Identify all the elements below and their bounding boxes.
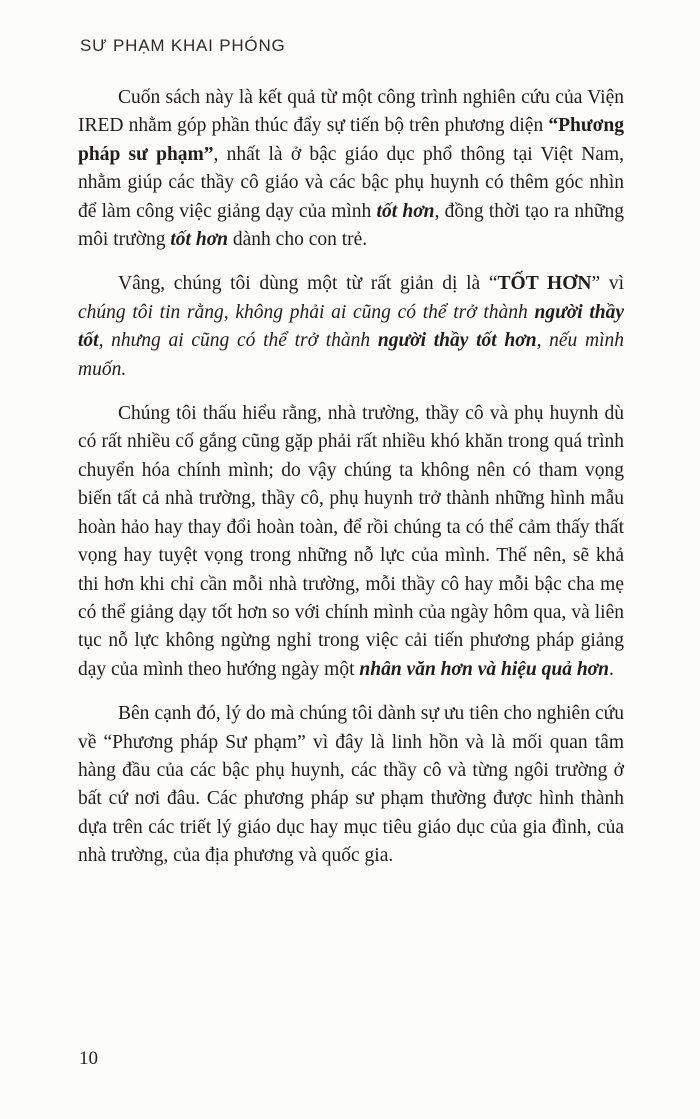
text-run: tốt hơn [170,229,229,251]
text-run: nhân văn hơn và hiệu quả hơn [359,658,609,680]
text-run: dành cho con trẻ. [228,229,368,251]
text-run: , nhất là ở bậc giáo dục phổ thông tại Việt Nam, nhằm giúp các thầy cô giáo và các bậc phụ huynh có thêm góc nhìn để làm công việc giảng dạy của mình [78,143,624,222]
text-run: người thầy tốt hơn [377,330,537,352]
paragraph-3 [78,400,624,684]
paragraph-4 [78,700,624,870]
running-header: SƯ PHẠM KHAI PHÓNG [80,36,286,55]
text-run: Cuốn sách này là kết quả từ một công trình nghiên cứu của Viện IRED nhằm góp phần thúc đẩy sự tiến bộ trên phương diện [78,87,624,137]
text-run: tốt hơn [376,200,435,222]
paragraph-2 [78,270,624,384]
text-run: ” vì [591,273,624,295]
text-run: . [608,658,614,680]
text-run: , nhưng ai cũng có thể trở thành [98,330,378,352]
text-run: Vâng, chúng tôi dùng một từ rất giản dị là “ [118,273,498,295]
page-body [78,84,624,887]
page-number: 10 [79,1048,98,1069]
text-run: “Phương pháp sư phạm” [78,115,624,165]
text-run: người thầy tốt [78,301,625,352]
text-run: Bên cạnh đó, lý do mà chúng tôi dành sự ưu tiên cho nghiên cứu về “Phương pháp Sư phạm” vì đây là linh hồn và là mối quan tâm hàng đầu của các bậc phụ huynh, các thầy cô và từng ngôi trường ở bất cứ nơi đâu. Các phương pháp sư phạm thường được hình thành dựa trên các triết lý giáo dục hay mục tiêu giáo dục của gia đình, của nhà trường, của địa phương và quốc gia. [78,703,624,867]
text-run: , đồng thời tạo ra những môi trường [78,200,624,251]
paragraph-1 [78,84,624,254]
text-run: , nếu mình muốn. [78,330,624,380]
text-run: chúng tôi tin rằng, không phải ai cũng có thể trở thành [78,301,535,323]
text-run: Chúng tôi thấu hiểu rằng, nhà trường, thầy cô và phụ huynh dù có rất nhiều cố gắng cũng gặp phải rất nhiều khó khăn trong quá trình chuyển hóa chính mình; do vậy chúng ta không nên có tham vọng biến tất cả nhà trường, thầy cô, phụ huynh trở thành những hình mẫu hoàn hảo hay thay đổi hoàn toàn, để rồi chúng ta có thể cảm thấy thất vọng hay tuyệt vọng trong những nỗ lực của mình. Thế nên, sẽ khả thi hơn khi chỉ cần mỗi nhà trường, mỗi thầy cô hay mỗi bậc cha mẹ có thể giảng dạy tốt hơn so với chính mình của ngày hôm qua, và liên tục nỗ lực không ngừng nghỉ trong việc cải tiến phương pháp giảng dạy của mình theo hướng ngày một [78,403,624,680]
text-run: TỐT HƠN [497,273,592,295]
